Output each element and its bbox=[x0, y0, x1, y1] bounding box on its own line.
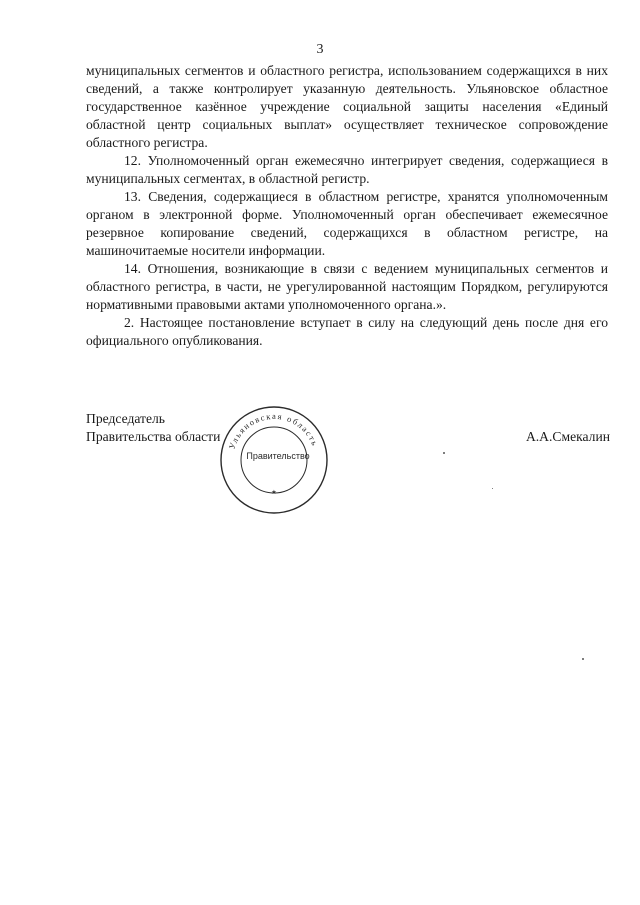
scan-speck bbox=[582, 658, 584, 660]
official-seal bbox=[218, 404, 330, 516]
seal-star-icon: ★ bbox=[271, 490, 277, 496]
paragraph-continuation: муниципальных сегментов и областного регистра, использованием содержащихся в них сведений, а также контролирует указанную деятельность. Ульяновское областное государственное казённое учреждение социальной защиты населения «Единый областной центр социальных выплат» осуществляет техническое сопровождение областного регистра. bbox=[86, 63, 608, 150]
paragraph-item-14: 14. Отношения, возникающие в связи с ведением муниципальных сегментов и областного регистра, в части, не урегулированной настоящим Порядком, регулируются нормативными правовыми актами уполномоченного органа.». bbox=[86, 261, 608, 312]
document-body bbox=[86, 62, 608, 350]
scan-speck bbox=[443, 452, 445, 454]
paragraph-item-12: 12. Уполномоченный орган ежемесячно интегрирует сведения, содержащиеся в муниципальных сегментах, в областной регистр. bbox=[86, 153, 608, 186]
signatory-title-line1: Председатель bbox=[86, 411, 165, 426]
signatory-name: А.А.Смекалин bbox=[525, 429, 610, 444]
signatory-title bbox=[86, 410, 220, 446]
seal-center-text: Правительство bbox=[246, 451, 310, 461]
signatory-title-line2: Правительства области bbox=[86, 429, 221, 444]
paragraph-item-13: 13. Сведения, содержащиеся в областном регистре, хранятся уполномоченным органом в электронной форме. Уполномоченный орган обеспечивает ежемесячное резервное копирование сведений, содержащихся в областном регистре, на машиночитаемые носители информации. bbox=[86, 189, 608, 258]
page-number: 3 bbox=[316, 42, 324, 57]
paragraph-item-2: 2. Настоящее постановление вступает в силу на следующий день после дня его официального опубликования. bbox=[86, 315, 608, 348]
svg-text:Ульяновская область bbox=[227, 411, 321, 450]
seal-ring-text: Ульяновская область bbox=[226, 410, 321, 451]
scan-speck bbox=[492, 488, 493, 489]
